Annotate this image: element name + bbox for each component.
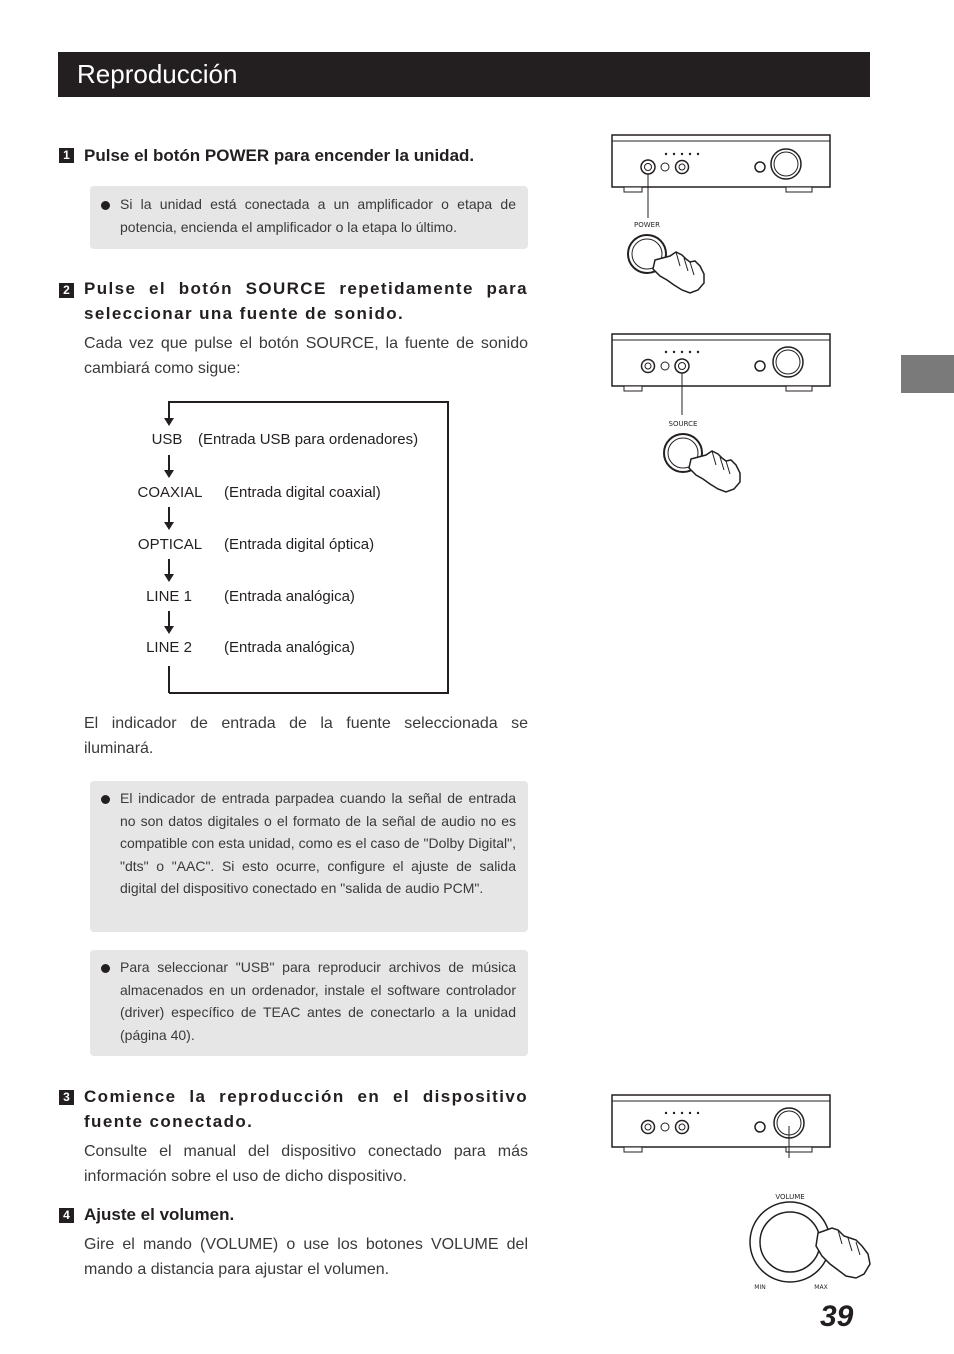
step-1-title: Pulse el botón POWER para encender la unidad.	[84, 146, 475, 165]
step-number-4: 4	[59, 1208, 74, 1223]
volume-label: VOLUME	[775, 1193, 805, 1201]
note-text: Para seleccionar "USB" para reproducir archivos de música almacenados en un ordenador, instale el software controlador (driver) específico de TEAC antes de conectarlo a la unidad (página 40).	[120, 959, 516, 1043]
arrow-down-icon	[164, 522, 174, 530]
arrow-down-icon	[164, 574, 174, 582]
arrow-down-icon	[164, 626, 174, 634]
hand-pointer-icon	[653, 252, 704, 293]
note-box	[90, 950, 528, 1056]
bullet-icon	[101, 964, 110, 973]
source-label: SOURCE	[668, 420, 698, 428]
step-3-text: Consulte el manual del dispositivo conectado para más información sobre el uso de dicho dispositivo.	[84, 1143, 528, 1185]
source-figure	[600, 327, 840, 497]
source-line2: LINE 2	[146, 639, 192, 656]
arrow-down-icon	[164, 470, 174, 478]
page-number: 39	[820, 1300, 854, 1333]
note-box	[90, 781, 528, 932]
power-figure	[600, 128, 840, 303]
bullet-icon	[101, 795, 110, 804]
arrow-down-icon	[164, 418, 174, 426]
step-number-2: 2	[59, 283, 74, 298]
note-text: El indicador de entrada parpadea cuando la señal de entrada no son datos digitales o el formato de la señal de audio no es compatible con esta unidad, como es el caso de "Dolby Digital", "dts" o "AAC". Si esto ocurre, configure el ajuste de salida digital del dispositivo conectado en "salida de audio PCM".	[120, 790, 516, 896]
source-line1: LINE 1	[146, 588, 192, 605]
volume-figure	[600, 1088, 880, 1298]
source-coaxial-desc: (Entrada digital coaxial)	[224, 484, 381, 501]
source-optical-desc: (Entrada digital óptica)	[224, 536, 375, 553]
step-4-title: Ajuste el volumen.	[84, 1205, 235, 1224]
min-label: MIN	[754, 1284, 766, 1291]
step-number-3: 3	[59, 1090, 74, 1105]
step-2-text: Cada vez que pulse el botón SOURCE, la fuente de sonido cambiará como sigue:	[84, 335, 528, 377]
source-usb-desc: (Entrada USB para ordenadores)	[198, 431, 419, 448]
power-label: POWER	[634, 221, 660, 229]
step-number-1: 1	[59, 148, 74, 163]
step-2-title: Pulse el botón SOURCE repetidamente para seleccionar una fuente de sonido.	[84, 279, 528, 323]
source-usb: USB	[151, 431, 183, 448]
source-line1-desc: (Entrada analógica)	[224, 588, 355, 605]
page-title: Reproducción	[77, 59, 238, 89]
indicator-text: El indicador de entrada de la fuente seleccionada se iluminará.	[84, 715, 528, 757]
step-3-title: Comience la reproducción en el dispositivo fuente conectado.	[84, 1087, 528, 1131]
hand-pointer-icon	[689, 451, 740, 492]
hand-pointer-icon	[816, 1228, 870, 1278]
source-optical: OPTICAL	[137, 536, 203, 553]
source-line2-desc: (Entrada analógica)	[224, 639, 355, 656]
max-label: MAX	[814, 1284, 828, 1291]
source-coaxial: COAXIAL	[137, 484, 203, 501]
step-4-text: Gire el mando (VOLUME) o use los botones VOLUME del mando a distancia para ajustar el volumen.	[84, 1236, 528, 1278]
note-text: Si la unidad está conectada a un amplificador o etapa de potencia, encienda el amplificador o la etapa lo último.	[120, 196, 516, 235]
